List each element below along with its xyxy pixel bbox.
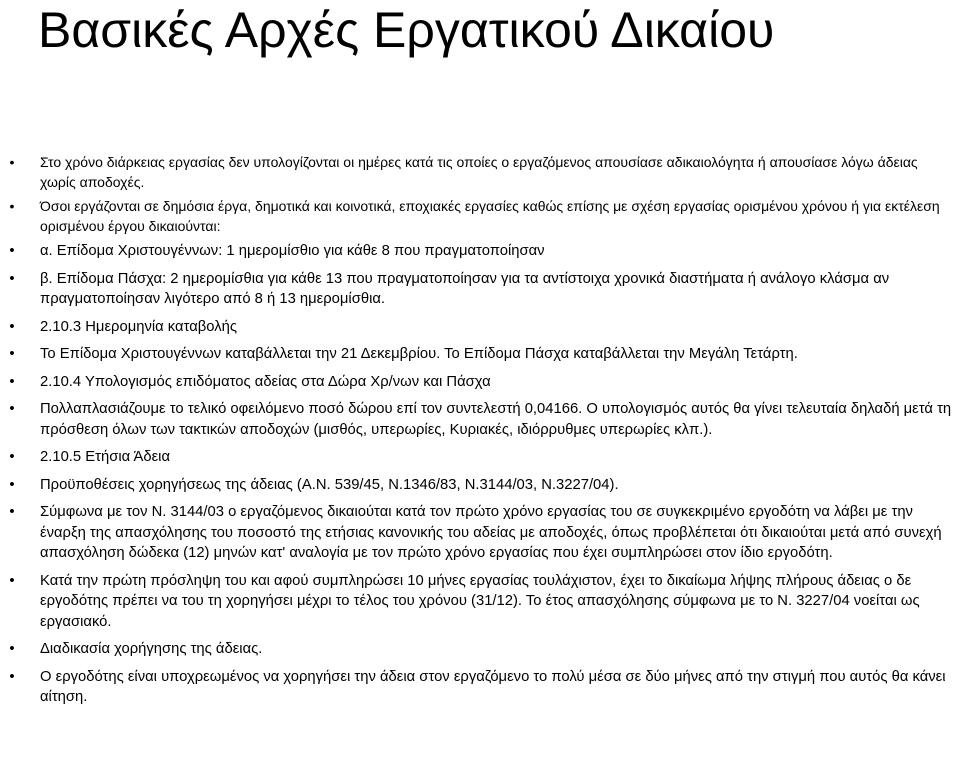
bullet-icon: •: [9, 476, 15, 493]
bullet-item-first-year-entitlement: [0, 502, 960, 564]
bullet-text: Πολλαπλασιάζουμε το τελικό οφειλόμενο ποσό δώρου επί τον συντελεστή 0,04166. Ο υπολογισμός αυτός θα γίνει τελευταία δηλαδή μετά τη πρόσθεση όλων των τακτικών αποδοχών (μισθός, υπερωρίες, Κυριακές, ιδιόρρυθμες υπερωρίες κλπ.).: [40, 401, 952, 438]
bullet-icon: •: [9, 198, 15, 214]
bullet-icon: •: [9, 641, 15, 657]
bullet-item-christmas-bonus: [0, 241, 960, 262]
bullet-item-payment-dates: [0, 344, 960, 365]
bullet-text: Διαδικασία χορήγησης της άδειας.: [40, 641, 263, 657]
bullet-item-granting-procedure: [0, 639, 960, 660]
bullet-icon: •: [9, 373, 15, 390]
bullet-icon: •: [9, 401, 15, 417]
bullet-item-public-works: [0, 197, 960, 236]
bullet-text: Σύμφωνα με τον Ν. 3144/03 ο εργαζόμενος δικαιούται κατά τον πρώτο χρόνο εργασίας του σε συγκεκριμένο εργοδότη να λάβει με την έναρξη της απασχόλησης του ποσοστό της ετήσιας κανονικής του αδείας με αποδοχές, όπως προβλέπεται ότι δικαιούται μετά από συνεχή απασχόληση δώδεκα (12) μηνών κατ' αναλογία με τον πρώτο χρόνο εργασίας που έχει συμπληρώσει στον ίδιο εργοδότη.: [40, 504, 942, 561]
bullet-item-working-time: [0, 153, 960, 192]
bullet-item-heading-payment-date: [0, 317, 960, 338]
bullet-icon: •: [9, 154, 15, 170]
bullet-item-heading-leave-allowance: [0, 372, 960, 393]
bullet-text: Προϋποθέσεις χορηγήσεως της άδειας (Α.Ν. 539/45, Ν.1346/83, Ν.3144/03, Ν.3227/04).: [40, 476, 619, 493]
bullet-item-easter-bonus: [0, 269, 960, 310]
bullet-item-employer-obligation: [0, 667, 960, 708]
bullet-text: 2.10.5 Ετήσια Άδεια: [40, 449, 171, 465]
bullet-text: β. Επίδομα Πάσχα: 2 ημερομίσθια για κάθε 13 που πραγματοποίησαν για τα αντίστοιχα χρονικά διαστήματα ή ανάλογο κλάσμα αν πραγματοποίησαν λιγότερο από 8 ή 13 ημερομίσθια.: [40, 270, 890, 307]
bullet-item-heading-annual-leave: [0, 447, 960, 468]
slide-title: Βασικές Αρχές Εργατικού Δικαίου: [38, 2, 775, 58]
bullet-item-first-hiring: [0, 571, 960, 633]
bullet-text: Ο εργοδότης είναι υποχρεωμένος να χορηγήσει την άδεια στον εργαζόμενο το πολύ μέσα σε δύο μήνες από την στιγμή που αυτός θα κάνει αίτηση.: [40, 668, 946, 705]
bullet-text: Το Επίδομα Χριστουγέννων καταβάλλεται την 21 Δεκεμβρίου. Το Επίδομα Πάσχα καταβάλλεται την Μεγάλη Τετάρτη.: [40, 346, 798, 362]
bullet-text: Όσοι εργάζονται σε δημόσια έργα, δημοτικά και κοινοτικά, εποχιακές εργασίες καθώς επίσης με σχέση εργασίας ορισμένου χρόνου ή για εκτέλεση ορισμένου έργου δικαιούνται:: [40, 198, 940, 234]
bullet-list: [0, 153, 960, 715]
bullet-icon: •: [9, 346, 15, 362]
bullet-text: Στο χρόνο διάρκειας εργασίας δεν υπολογίζονται οι ημέρες κατά τις οποίες ο εργαζόμενος απουσίασε αδικαιολόγητα ή απουσίασε λόγω άδειας χωρίς αποδοχές.: [40, 154, 918, 190]
bullet-icon: •: [9, 318, 15, 335]
bullet-text: α. Επίδομα Χριστουγέννων: 1 ημερομίσθιο για κάθε 8 που πραγματοποίησαν: [40, 243, 545, 259]
bullet-icon: •: [9, 504, 15, 520]
bullet-icon: •: [9, 572, 15, 589]
bullet-icon: •: [9, 243, 15, 259]
bullet-text: 2.10.3 Ημερομηνία καταβολής: [40, 318, 237, 335]
bullet-icon: •: [9, 449, 15, 465]
bullet-item-prerequisites: [0, 475, 960, 496]
bullet-text: Κατά την πρώτη πρόσληψη του και αφού συμπληρώσει 10 μήνες εργασίας τουλάχιστον, έχει το δικαίωμα λήψης πλήρους άδειας ο δε εργοδότης πρέπει να του τη χορηγήσει μέχρι το τέλος του χρόνου (31/12). Το έτος απασχόλησης σύμφωνα με το Ν. 3227/04 νοείται ως εργασιακό.: [40, 572, 920, 630]
bullet-icon: •: [9, 668, 15, 685]
bullet-text: 2.10.4 Υπολογισμός επιδόματος αδείας στα Δώρα Χρ/νων και Πάσχα: [40, 373, 491, 390]
bullet-item-coefficient: [0, 399, 960, 440]
bullet-icon: •: [9, 270, 15, 287]
